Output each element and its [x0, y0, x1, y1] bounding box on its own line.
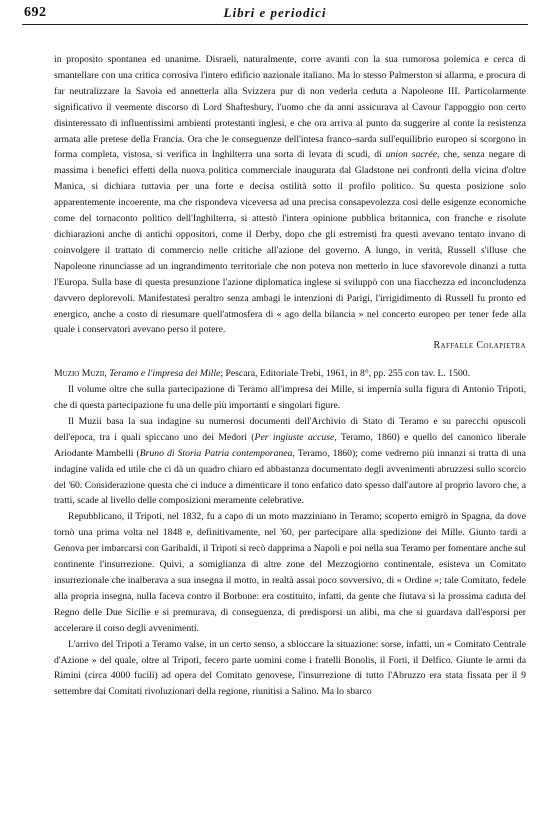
previous-review-text: in proposito spontanea ed unanime. Disraeli, naturalmente, corre avanti con la sua rumorosa polemica e cerca di smantellare con una critica corrosiva l'intero edificio nazionale italiano. Ma lo stesso Palmerston si allarma, e procura di far neutralizzare la Savoia ed annetterla alla Svizzera pur di non vederla ceduta a Napoleone III. Particolarmente significativo il veemente discorso di Lord Shaftesbury, l'uomo che da anni assicurava al Cavour l'appoggio non certo disinteressato di influentissimi ambienti protestanti inglesi, e che ora arriva al punto da suggerire al conte la resistenza armata alle pretese della Francia. Ora che le conseguenze dell'intesa franco–sarda sull'equilibrio europeo si scorgono in forma completa, vistosa, si verifica in Inghilterra una sorta di levata di scudi, di union sacrée, che, senza negare di massima i benefici effetti della nuova politica commerciale inaugurata dal Gladstone nei confronti della vicina d'oltre Manica, si dichiara tuttavia per una forte e decisa ostilità sotto il profilo politico. Su questa posizione solo apparentemente incoerente, ma che rispondeva viceversa ad una precisa consapevolezza così delle esigenze economiche come del tornaconto politico dell'Inghilterra, si attestò l'intera opinione pubblica britannica, con franche e risolute dichiarazioni anche di antichi oppositori, come il Derby, dopo che gli estremisti fra questi avevano tentato invano di coinvolgere il trattato di commercio nelle critiche all'azione del governo. A lungo, in verità, Russell s'illuse che Napoleone rinunciasse ad un ingrandimento territoriale che non poteva non metterlo in luce sfavorevole dinanzi a tutta l'Europa. Sulla base di questa presunzione l'azione diplomatica inglese si sviluppò con una fiacchezza ed inconcludenza davvero deplorevoli. Manifestatesi peraltro senza ambagi le intenzioni di Parigi, l'irrigidimento di Russell fu pronto ed energico, anche a costo di riesumare quell'atmosfera di « ago della bilancia » nel concerto europeo per tener fede alla quale i conservatori avevano perso il potere. [54, 54, 526, 336]
italic-term: union sacrée [385, 149, 438, 161]
book-title: Teramo e l'impresa dei Mille [109, 368, 221, 380]
reviewer-signature: Raffaele Colapietra [433, 340, 526, 352]
page-number: 692 [24, 5, 47, 20]
review-paragraph: Repubblicano, il Tripoti, nel 1832, fu a capo di un moto mazziniano in Teramo; scoperto emigrò in Spagna, da dove tornò una prima volta nel 1848 e, definitivamente, nel '60, per partecipare alla spedizione dei Mille. Giunto tardi a Genova per imbarcarsi con Garibaldi, il Tripoti si recò dapprima a Napoli e poi nella sua Teramo per fomentare anche sul continente l'insurrezione. Quivi, a somiglianza di altre zone del Mezzogiorno continentale, esisteva un Comitato insurrezionale che inalberava a sua insegna il motto, in realtà assai poco sovversivo, di « Ordine »; tale Comitato, fedele alla propria insegna, nulla faceva contro il Borbone: era costituito, infatti, da gente che fiutava sì la prossima caduta del Regno delle Due Sicilie e si premurava, di conseguenza, di predisporsi un alibi, ma che si guardava dall'esporsi per accelerare il corso degli avvenimenti. [54, 511, 526, 634]
page-body [54, 52, 526, 700]
book-reference: Muzio Muzii, Teramo e l'impresa dei Mille; Pescara, Editoriale Trebi, 1961, in 8°, pp. 255 con tav. L. 1500. [54, 368, 471, 380]
running-title: Libri e periodici [223, 5, 327, 20]
book-details: ; Pescara, Editoriale Trebi, 1961, in 8°, pp. 255 con tav. L. 1500. [220, 368, 471, 380]
review-paragraph: Il Muzii basa la sua indagine su numerosi documenti dell'Archivio di Stato di Teramo e su parecchi opuscoli dell'epoca, tra i quali spiccano uno dei Medori (Per ingiuste accuse, Teramo, 1860) e quello del canonico liberale Ariodante Mambelli (Bruno di Storia Patria contemporanea, Teramo, 1860); come vedremo più innanzi si tratta di una indagine valida ed utile che ci dà un quadro chiaro ed abbastanza documentato degli avvenimenti abruzzesi sullo scorcio del '60. Considerazione questa che ci induce a dimenticare il tono enfatico dato spesso dall'autore al proprio lavoro che, a tratti, scade al livello delle composizioni meramente celebrative. [54, 415, 526, 507]
review-paragraph: Il volume oltre che sulla partecipazione di Teramo all'impresa dei Mille, si impernia sulla figura di Antonio Tripoti, che di questa partecipazione fu una delle più importanti e singolari figure. [54, 384, 526, 412]
book-author: Muzio Muzii [54, 368, 105, 380]
page-header [22, 4, 528, 25]
cited-work-title: Bruno di Storia Patria contemporanea [139, 447, 293, 459]
review-paragraph: L'arrivo del Tripoti a Teramo valse, in un certo senso, a sbloccare la situazione: sorse, infatti, un « Comitato Centrale d'Azione » del quale, oltre al Tripoti, fecero parte uomini come i fratelli Bonolis, il Forti, il Delfico. Giunte le armi da Rimini (circa 4000 fucili) ad opera del Comitato genovese, l'insurrezione di tutto l'Abruzzo era stata fissata per il 9 settembre dai Comitati rivoluzionari della regione, riunitisi a Salino. Ma lo sbarco [54, 638, 526, 698]
cited-work-title: Per ingiuste accuse [254, 431, 335, 443]
